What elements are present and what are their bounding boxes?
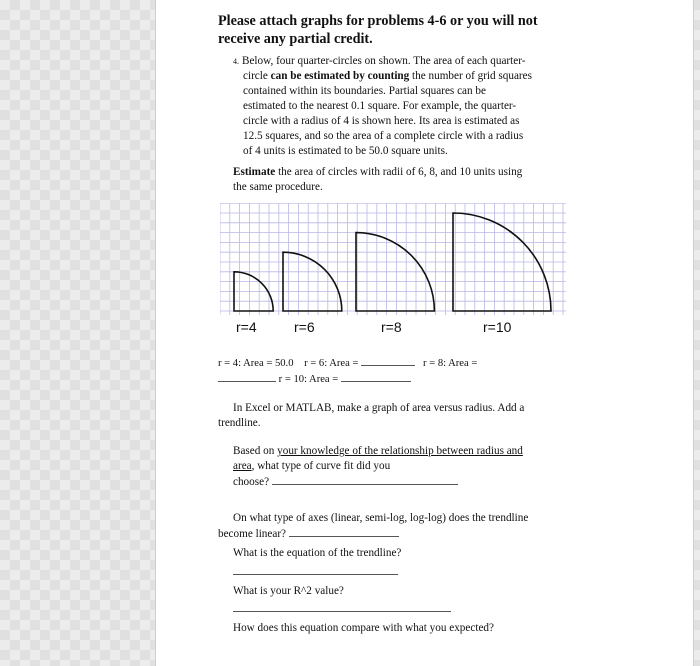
- problem-line-2-bold: can be estimated by counting: [270, 70, 410, 82]
- problem-number: 4.: [233, 57, 239, 66]
- problem-line-5: circle with a radius of 4 is shown here. Its area is estimated as: [243, 115, 520, 127]
- label-r4: r=4: [236, 319, 257, 335]
- answer-r4: r = 4: Area = 50.0: [218, 358, 294, 369]
- question-axes-line-2: become linear?: [218, 528, 287, 540]
- equation-blank[interactable]: [233, 564, 398, 575]
- answer-r6-blank[interactable]: [361, 355, 415, 366]
- answer-r8-blank[interactable]: [218, 371, 276, 382]
- label-r10: r=10: [483, 319, 512, 335]
- curve-fit-blank[interactable]: [272, 474, 458, 485]
- question-compare: How does this equation compare with what you expected?: [233, 622, 494, 634]
- label-r6: r=6: [294, 319, 315, 335]
- question-axes-line-1: On what type of axes (linear, semi-log, log-log) does the trendline: [233, 512, 529, 524]
- question-excel-line-2: trendline.: [218, 417, 261, 429]
- estimate-line-2: the same procedure.: [233, 181, 323, 193]
- quarter-circles-grid: [220, 203, 566, 315]
- estimate-rest: the area of circles with radii of 6, 8, and 10 units using: [275, 166, 523, 178]
- question-curve-post: , what type of curve fit did you: [251, 460, 391, 472]
- question-excel-line-1: In Excel or MATLAB, make a graph of area versus radius. Add a: [233, 402, 525, 414]
- heading-line-2: receive any partial credit.: [218, 31, 373, 47]
- heading-line-1: Please attach graphs for problems 4-6 or you will not: [218, 13, 538, 29]
- axes-blank[interactable]: [289, 526, 399, 537]
- question-curve-underlined-1: your knowledge of the relationship between radius and: [277, 445, 523, 457]
- r2-blank[interactable]: [233, 601, 451, 612]
- problem-line-7: of 4 units is estimated to be 50.0 square units.: [243, 145, 448, 157]
- problem-line-6: 12.5 squares, and so the area of a complete circle with a radius: [243, 130, 524, 142]
- question-curve-fit: [233, 444, 573, 490]
- problem-line-1: Below, four quarter-circles on shown. The area of each quarter-: [242, 55, 526, 67]
- answer-r10: r = 10: Area =: [278, 374, 339, 385]
- label-r8: r=8: [381, 319, 402, 335]
- problem-4-text: [233, 54, 573, 159]
- question-excel: [233, 401, 573, 416]
- question-curve-line-3: choose?: [233, 476, 270, 488]
- problem-line-4: estimated to the nearest 0.1 square. For example, the quarter-: [243, 100, 517, 112]
- question-curve-underlined-2: area: [233, 460, 252, 472]
- quarter-circles-figure: [220, 203, 566, 339]
- page-heading: [218, 12, 618, 48]
- problem-line-2-post: the number of grid squares: [409, 70, 532, 82]
- answer-r6: r = 6: Area =: [304, 358, 359, 369]
- question-axes: [233, 511, 578, 526]
- question-axes-line-2-wrap: [218, 526, 399, 542]
- answer-lines: [218, 355, 578, 387]
- worksheet-page: [155, 0, 694, 666]
- question-equation: What is the equation of the trendline?: [233, 547, 402, 559]
- problem-line-2-pre: circle: [243, 70, 271, 82]
- estimate-instruction: [233, 165, 573, 195]
- question-curve-pre: Based on: [233, 445, 278, 457]
- question-r2: What is your R^2 value?: [233, 585, 344, 597]
- problem-line-3: contained within its boundaries. Partial squares can be: [243, 85, 486, 97]
- estimate-bold: Estimate: [233, 166, 276, 178]
- answer-r10-blank[interactable]: [341, 371, 411, 382]
- answer-r8: r = 8: Area =: [423, 358, 478, 369]
